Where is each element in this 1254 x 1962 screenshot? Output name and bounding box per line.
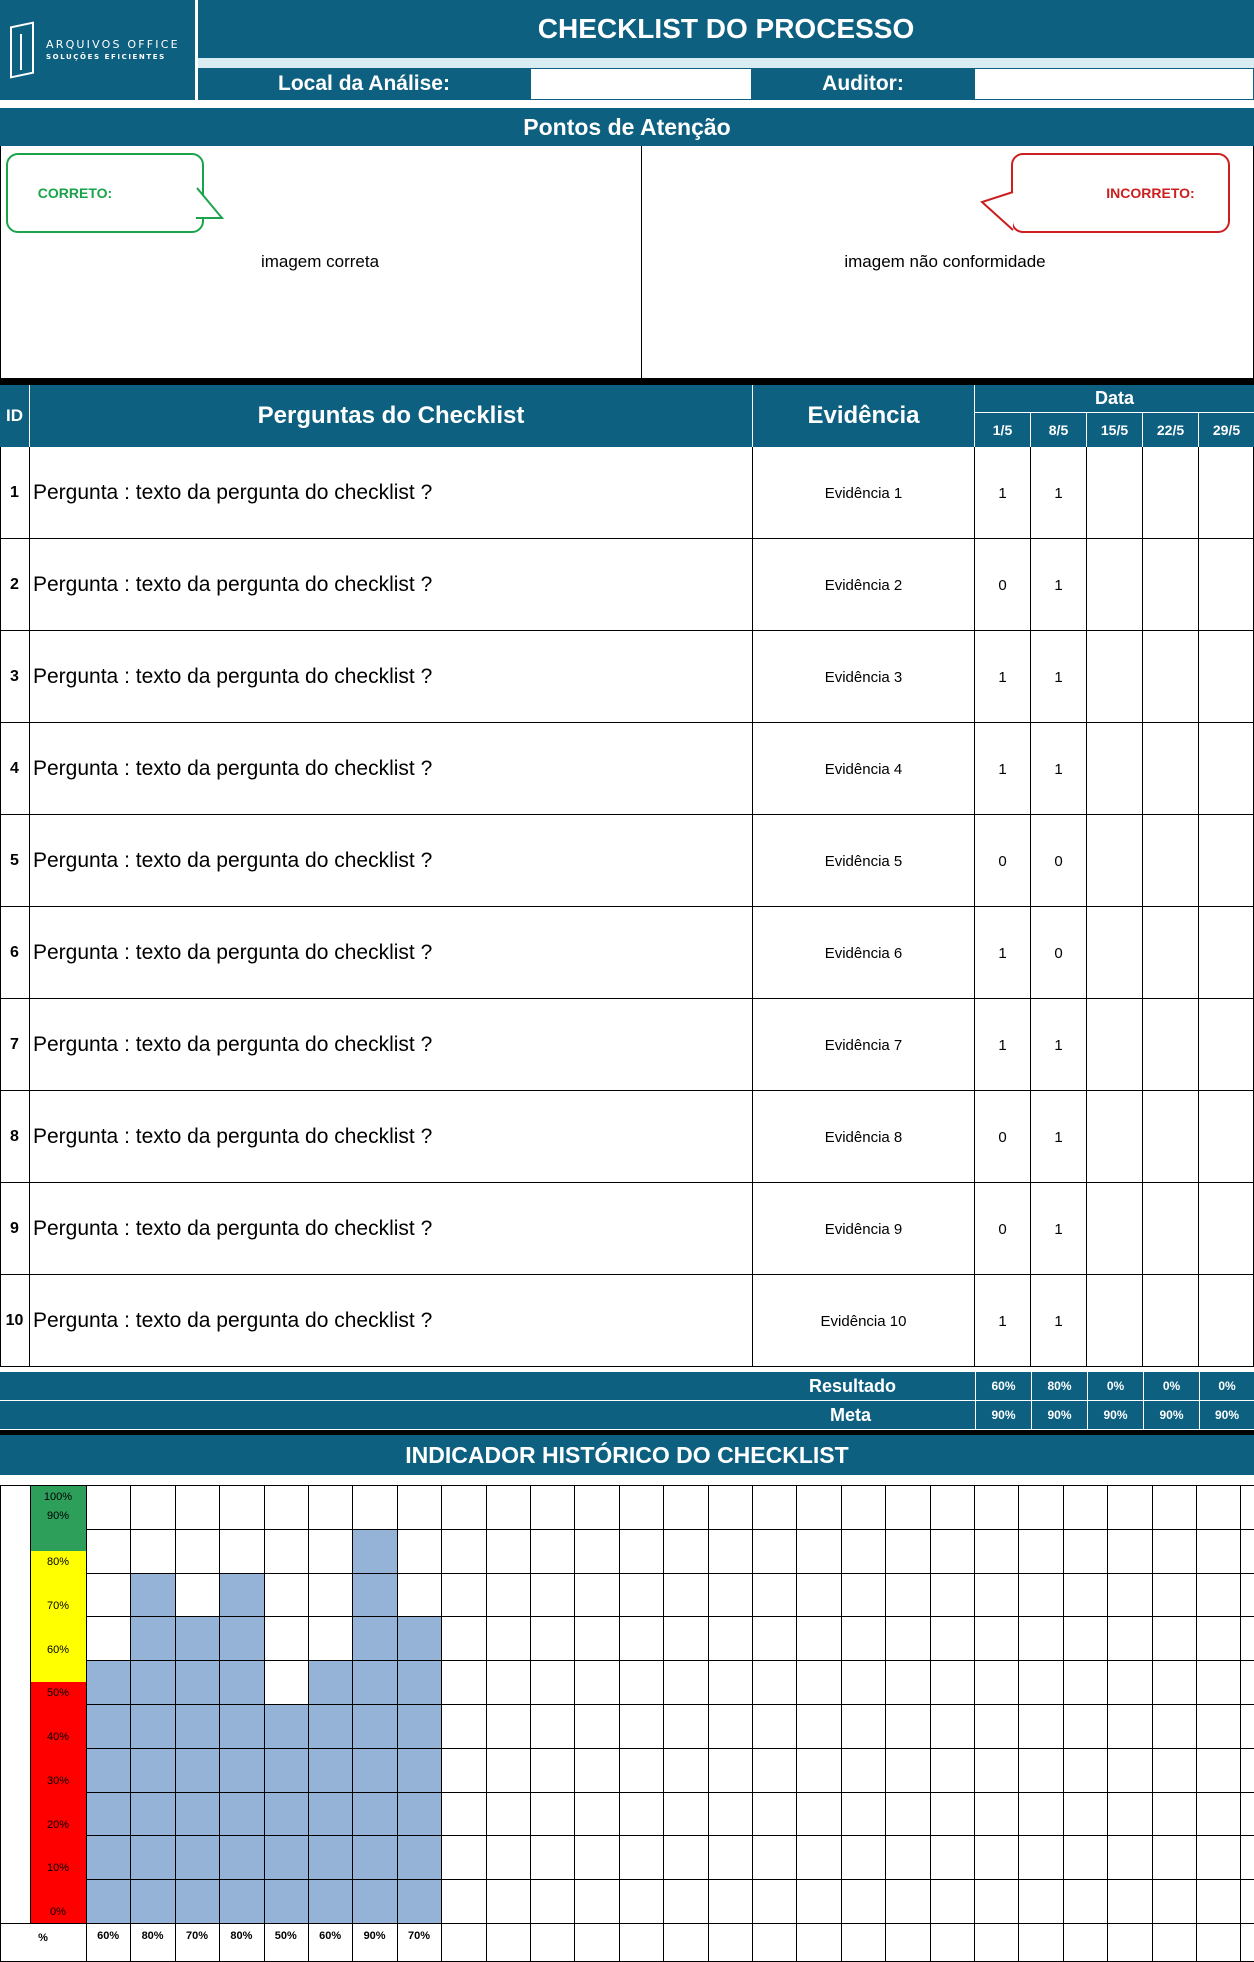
row-value-cell[interactable]: 1 [975,447,1031,539]
local-field[interactable] [530,68,752,100]
row-question: Pergunta : texto da pergunta do checklist ? [30,1183,753,1275]
grid-line-v [619,1485,620,1962]
door-document-icon-inner [20,34,34,70]
row-value-cell[interactable]: 1 [1031,1275,1087,1367]
row-value-cell[interactable]: 1 [975,631,1031,723]
col-header-date: 22/5 [1143,413,1199,447]
row-value-cell[interactable] [1199,631,1254,723]
y-axis-label: 100% [43,1491,73,1503]
row-evidence: Evidência 9 [753,1183,975,1275]
row-value-cell[interactable] [1143,999,1199,1091]
row-value-cell[interactable] [1087,815,1143,907]
result-value: 80% [1031,1372,1087,1400]
grid-line-v [663,1485,664,1962]
row-evidence: Evidência 4 [753,723,975,815]
row-value-cell[interactable]: 0 [1031,907,1087,999]
row-value-cell[interactable] [1199,1183,1254,1275]
grid-line-v [264,1485,265,1962]
row-value-cell[interactable] [1199,723,1254,815]
grid-line-h [0,1923,86,1924]
meta-label: Meta [829,1404,871,1425]
y-axis-label: 70% [46,1600,70,1612]
y-axis-label: 0% [50,1906,66,1918]
row-evidence: Evidência 7 [753,999,975,1091]
table-row [0,1275,1254,1367]
grid-line-v [796,1485,797,1962]
logo-title: ARQUIVOS OFFICE [46,38,180,51]
row-value-cell[interactable]: 1 [975,999,1031,1091]
result-row [0,1372,1254,1400]
y-axis-label: 40% [46,1731,70,1743]
meta-value: 90% [1143,1401,1199,1429]
y-axis-label: 80% [46,1556,70,1568]
row-value-cell[interactable] [1199,1091,1254,1183]
grid-line-v [1240,1485,1241,1962]
grid-line-h [86,1748,1254,1749]
col-header-data: Data [975,385,1254,413]
row-value-cell[interactable] [1199,539,1254,631]
grid-line-h [86,1529,1254,1530]
row-value-cell[interactable] [1143,723,1199,815]
row-question: Pergunta : texto da pergunta do checklist ? [30,907,753,999]
row-value-cell[interactable] [1087,999,1143,1091]
row-value-cell[interactable] [1143,1275,1199,1367]
row-value-cell[interactable] [1199,999,1254,1091]
row-evidence: Evidência 1 [753,447,975,539]
y-axis-unit: % [38,1932,48,1944]
row-value-cell[interactable]: 0 [975,1091,1031,1183]
row-evidence: Evidência 2 [753,539,975,631]
grid-line-h [86,1835,1254,1836]
row-value-cell[interactable] [1087,723,1143,815]
table-row [0,631,1254,723]
row-value-cell[interactable]: 1 [1031,1183,1087,1275]
pontos-title: Pontos de Atenção [0,108,1254,146]
row-value-cell[interactable] [1087,1275,1143,1367]
row-id: 2 [0,539,30,631]
correct-callout [6,153,204,233]
grid-line-v [530,1485,531,1962]
zone-red [30,1682,86,1923]
grid-line-v [175,1485,176,1962]
row-value-cell[interactable] [1199,447,1254,539]
row-value-cell[interactable] [1087,1091,1143,1183]
indicator-title: INDICADOR HISTÓRICO DO CHECKLIST [0,1435,1254,1475]
col-header-id: ID [0,385,30,447]
row-id: 8 [0,1091,30,1183]
grid-line-v [574,1485,575,1962]
grid-line-v [974,1485,975,1962]
auditor-label: Auditor: [752,68,974,100]
row-question: Pergunta : texto da pergunta do checklist ? [30,539,753,631]
row-value-cell[interactable] [1199,1275,1254,1367]
row-value-cell[interactable]: 1 [1031,723,1087,815]
grid-line-h [0,1485,1254,1486]
row-id: 3 [0,631,30,723]
incorrect-label: INCORRETO: [1106,185,1195,201]
row-id: 7 [0,999,30,1091]
page-title: CHECKLIST DO PROCESSO [198,0,1254,58]
incorrect-callout [1011,153,1230,233]
grid-line-v [0,1485,1,1962]
table-row [0,1091,1254,1183]
row-value-cell[interactable]: 1 [1031,999,1087,1091]
grid-line-h [86,1792,1254,1793]
row-value-cell[interactable] [1087,907,1143,999]
row-value-cell[interactable] [1143,631,1199,723]
result-value: 60% [975,1372,1031,1400]
table-row [0,539,1254,631]
meta-row [0,1401,1254,1429]
grid-line-v [1107,1485,1108,1962]
table-row [0,999,1254,1091]
grid-line-v [1196,1485,1197,1962]
auditor-field[interactable] [974,68,1254,100]
pontos-divider [641,146,642,382]
row-id: 10 [0,1275,30,1367]
col-header-date: 15/5 [1087,413,1143,447]
incorrect-callout-tail [980,186,1014,234]
x-value-label: 50% [274,1930,297,1942]
table-row [0,723,1254,815]
col-header-date: 29/5 [1199,413,1254,447]
row-id: 6 [0,907,30,999]
col-header-question: Perguntas do Checklist [30,385,753,447]
grid-line-v [352,1485,353,1962]
x-value-label: 90% [363,1930,386,1942]
row-evidence: Evidência 6 [753,907,975,999]
row-value-cell[interactable]: 1 [1031,539,1087,631]
table-row [0,907,1254,999]
x-value-label: 80% [141,1930,164,1942]
meta-value: 90% [975,1401,1031,1429]
row-value-cell[interactable] [1143,815,1199,907]
grid-line-v [219,1485,220,1962]
table-row [0,815,1254,907]
row-value-cell[interactable] [1199,907,1254,999]
result-value: 0% [1199,1372,1254,1400]
row-evidence: Evidência 5 [753,815,975,907]
chart-bar [175,1616,219,1923]
grid-line-v [1152,1485,1153,1962]
chart-bar [264,1704,308,1923]
row-value-cell[interactable]: 1 [975,907,1031,999]
row-value-cell[interactable]: 1 [1031,1091,1087,1183]
row-evidence: Evidência 3 [753,631,975,723]
grid-line-v [397,1485,398,1962]
grid-line-h [86,1616,1254,1617]
row-value-cell[interactable] [1087,631,1143,723]
row-value-cell[interactable] [1143,907,1199,999]
y-axis-label: 50% [46,1687,70,1699]
result-value: 0% [1087,1372,1143,1400]
row-question: Pergunta : texto da pergunta do checklist ? [30,1091,753,1183]
grid-line-v [841,1485,842,1962]
row-value-cell[interactable]: 1 [1031,631,1087,723]
grid-line-v [885,1485,886,1962]
incorrect-image-placeholder: imagem não conformidade [844,252,1046,271]
row-question: Pergunta : texto da pergunta do checklist ? [30,723,753,815]
row-id: 4 [0,723,30,815]
row-value-cell[interactable] [1087,447,1143,539]
grid-line-v [486,1485,487,1962]
meta-value: 90% [1199,1401,1254,1429]
x-value-label: 70% [185,1930,208,1942]
row-id: 9 [0,1183,30,1275]
grid-line-v [441,1485,442,1962]
y-axis-label: 30% [46,1775,70,1787]
x-value-label: 70% [407,1930,430,1942]
grid-line-v [708,1485,709,1962]
row-value-cell[interactable] [1087,1183,1143,1275]
table-row [0,1183,1254,1275]
grid-line-v [1063,1485,1064,1962]
row-value-cell[interactable] [1143,539,1199,631]
x-value-label: 60% [319,1930,342,1942]
chart-bar [352,1529,396,1923]
row-value-cell[interactable]: 1 [1031,447,1087,539]
grid-line-h [86,1660,1254,1661]
header-divider [198,58,1254,68]
x-value-label: 60% [97,1930,120,1942]
row-value-cell[interactable]: 1 [975,723,1031,815]
row-question: Pergunta : texto da pergunta do checklist ? [30,447,753,539]
correct-label: CORRETO: [37,185,113,201]
row-evidence: Evidência 8 [753,1091,975,1183]
row-value-cell[interactable]: 0 [975,539,1031,631]
x-value-label: 80% [230,1930,253,1942]
correct-image-placeholder: imagem correta [260,252,380,271]
y-axis-label: 10% [46,1862,70,1874]
result-value: 0% [1143,1372,1199,1400]
row-value-cell[interactable]: 0 [1031,815,1087,907]
grid-line-v [30,1485,31,1923]
grid-line-h [86,1879,1254,1880]
grid-line-h [86,1923,1254,1924]
col-header-date: 1/5 [975,413,1031,447]
logo-subtitle: SOLUÇÕES EFICIENTES [46,53,166,61]
grid-line-h [86,1704,1254,1705]
y-axis-label: 20% [46,1819,70,1831]
section-separator [0,378,1254,385]
grid-line-v [86,1485,87,1962]
row-value-cell[interactable]: 0 [975,1183,1031,1275]
meta-value: 90% [1087,1401,1143,1429]
row-question: Pergunta : texto da pergunta do checklist ? [30,999,753,1091]
zone-yellow [30,1551,86,1682]
row-id: 1 [0,447,30,539]
row-question: Pergunta : texto da pergunta do checklist ? [30,815,753,907]
row-value-cell[interactable] [1087,539,1143,631]
row-question: Pergunta : texto da pergunta do checklist ? [30,1275,753,1367]
row-value-cell[interactable]: 0 [975,815,1031,907]
chart-bar [397,1616,441,1923]
row-evidence: Evidência 10 [753,1275,975,1367]
row-id: 5 [0,815,30,907]
row-value-cell[interactable] [1199,815,1254,907]
row-question: Pergunta : texto da pergunta do checklist ? [30,631,753,723]
grid-line-v [130,1485,131,1962]
grid-line-v [1018,1485,1019,1962]
table-row [0,447,1254,539]
y-axis-label: 90% [46,1510,70,1522]
result-label: Resultado [808,1375,896,1396]
row-value-cell[interactable] [1143,1183,1199,1275]
y-axis-label: 60% [46,1644,70,1656]
col-header-date: 8/5 [1031,413,1087,447]
grid-line-v [752,1485,753,1962]
row-value-cell[interactable] [1143,447,1199,539]
correct-callout-tail [196,186,224,222]
meta-value: 90% [1031,1401,1087,1429]
grid-line-v [308,1485,309,1962]
row-value-cell[interactable] [1143,1091,1199,1183]
col-header-evidence: Evidência [753,385,975,447]
grid-line-v [930,1485,931,1962]
local-label: Local da Análise: [198,68,530,100]
row-value-cell[interactable]: 1 [975,1275,1031,1367]
grid-line-h [86,1573,1254,1574]
